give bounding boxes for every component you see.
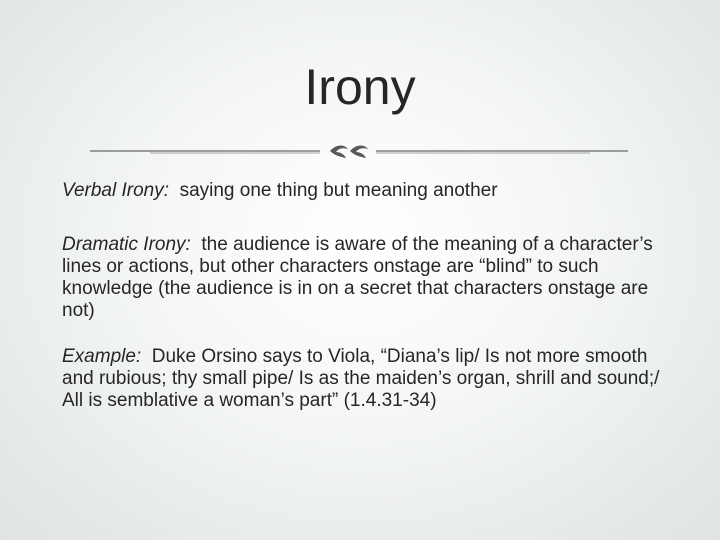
dramatic-irony-text: the audience is aware of the meaning of a character’s lines or actions, but other characters onstage are “blind” to such knowledge (the audience is in on a secret that characters onstage are not) bbox=[62, 234, 653, 321]
dramatic-irony-term: Dramatic Irony: bbox=[62, 234, 191, 255]
example-term: Example: bbox=[62, 346, 142, 367]
verbal-irony-term: Verbal Irony: bbox=[62, 180, 170, 201]
title-divider bbox=[90, 143, 630, 161]
slide-title bbox=[0, 58, 720, 116]
quote-swirl-icon bbox=[330, 145, 368, 158]
example-paragraph bbox=[62, 346, 662, 412]
verbal-irony-paragraph bbox=[62, 180, 662, 202]
example-text: Duke Orsino says to Viola, “Diana’s lip/ Is not more smooth and rubious; thy small pipe/ Is as the maiden’s organ, shrill and sound;/ All is semblative a woman’s part” (1.4.31-34) bbox=[62, 346, 660, 411]
slide-body bbox=[62, 180, 662, 412]
dramatic-irony-paragraph bbox=[62, 234, 662, 322]
slide-title-text: Irony bbox=[304, 59, 416, 115]
verbal-irony-text: saying one thing but meaning another bbox=[179, 180, 498, 201]
